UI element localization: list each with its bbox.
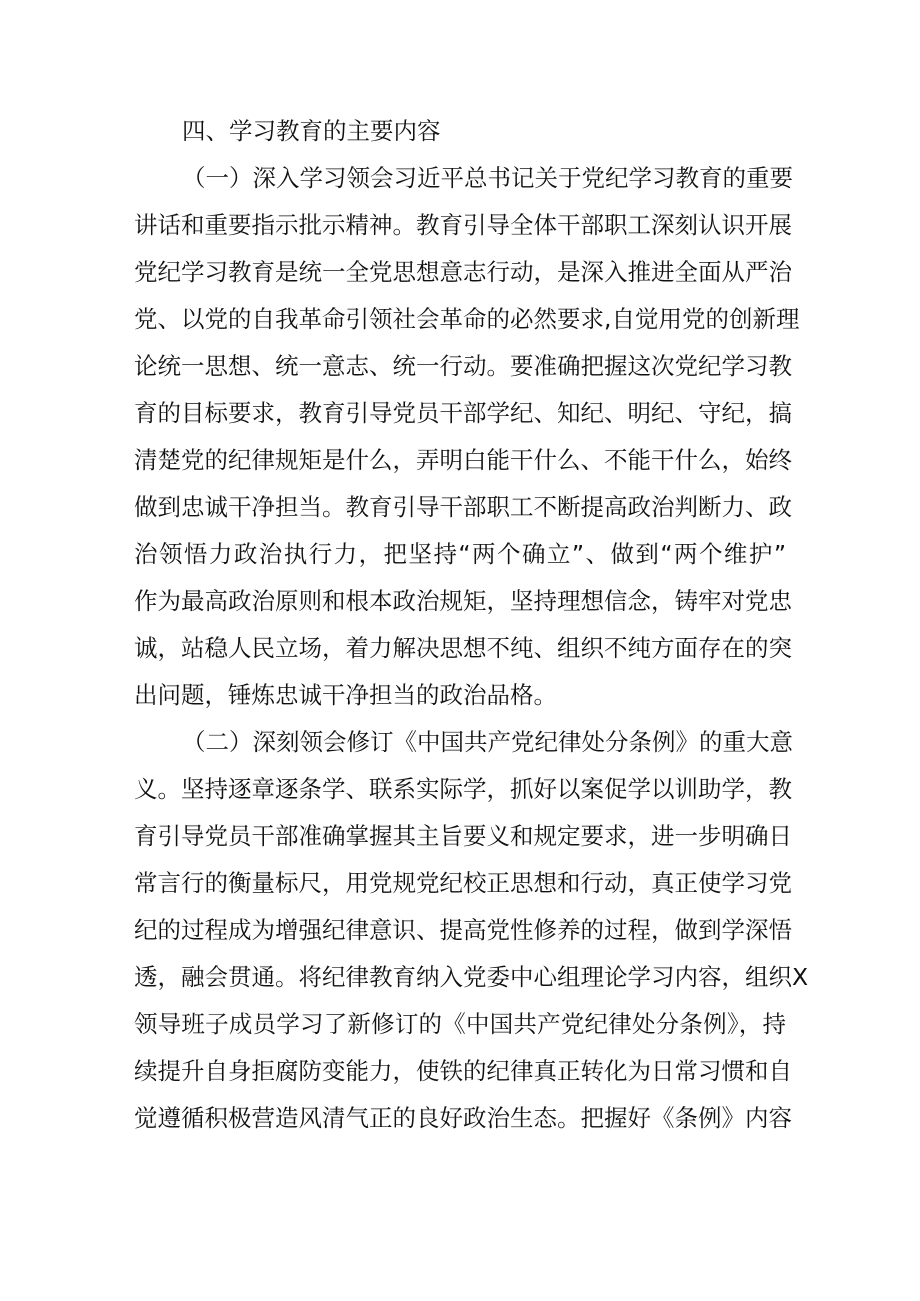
paragraph-1-line-10: 作为最高政治原则和根本政治规矩，坚持理想信念，铸牢对党忠 (134, 587, 792, 615)
paragraph-2-line-2: 义。坚持逐章逐条学、联系实际学，抓好以案促学以训助学，教 (134, 775, 792, 803)
paragraph-2-line-5: 纪的过程成为增强纪律意识、提高党性修养的过程，做到学深悟 (134, 916, 792, 944)
paragraph-2-line-7: 领导班子成员学习了新修订的《中国共产党纪律处分条例》，持 (134, 1010, 786, 1038)
paragraph-2-line-4: 常言行的衡量标尺，用党规党纪校正思想和行动，真正使学习党 (134, 869, 792, 897)
paragraph-1-line-6: 育的目标要求，教育引导党员干部学纪、知纪、明纪、守纪，搞 (134, 399, 792, 427)
paragraph-1-line-7: 清楚党的纪律规矩是什么，弄明白能干什么、不能干什么，始终 (134, 446, 792, 474)
paragraph-1-line-4: 党、以党的自我革命引领社会革命的必然要求,自觉用党的创新理 (134, 305, 800, 333)
paragraph-1-line-5: 论统一思想、统一意志、统一行动。要准确把握这次党纪学习教 (134, 352, 792, 380)
paragraph-1-line-1: （一）深入学习领会习近平总书记关于党纪学习教育的重要 (182, 164, 793, 192)
paragraph-1-line-2: 讲话和重要指示批示精神。教育引导全体干部职工深刻认识开展 (134, 211, 792, 239)
paragraph-1-line-9: 治领悟力政治执行力，把坚持“两个确立”、做到“两个维护” (134, 540, 786, 568)
paragraph-1-line-3: 党纪学习教育是统一全党思想意志行动，是深入推进全面从严治 (134, 258, 792, 286)
paragraph-1-line-12: 出问题，锤炼忠诚干净担当的政治品格。 (134, 681, 557, 709)
paragraph-2-line-9: 觉遵循积极营造风清气正的良好政治生态。把握好《条例》内容 (134, 1104, 792, 1132)
section-heading: 四、学习教育的主要内容 (182, 117, 441, 145)
paragraph-2-line-1: （二）深刻领会修订《中国共产党纪律处分条例》的重大意 (182, 728, 793, 756)
paragraph-2-line-6: 透，融会贯通。将纪律教育纳入党委中心组理论学习内容，组织X (134, 963, 809, 991)
paragraph-1-line-11: 诚，站稳人民立场，着力解决思想不纯、组织不纯方面存在的突 (134, 634, 792, 662)
paragraph-2-line-8: 续提升自身拒腐防变能力，使铁的纪律真正转化为日常习惯和自 (134, 1057, 792, 1085)
paragraph-1-line-8: 做到忠诚干净担当。教育引导干部职工不断提高政治判断力、政 (134, 493, 792, 521)
paragraph-2-line-3: 育引导党员干部准确掌握其主旨要义和规定要求，进一步明确日 (134, 822, 792, 850)
